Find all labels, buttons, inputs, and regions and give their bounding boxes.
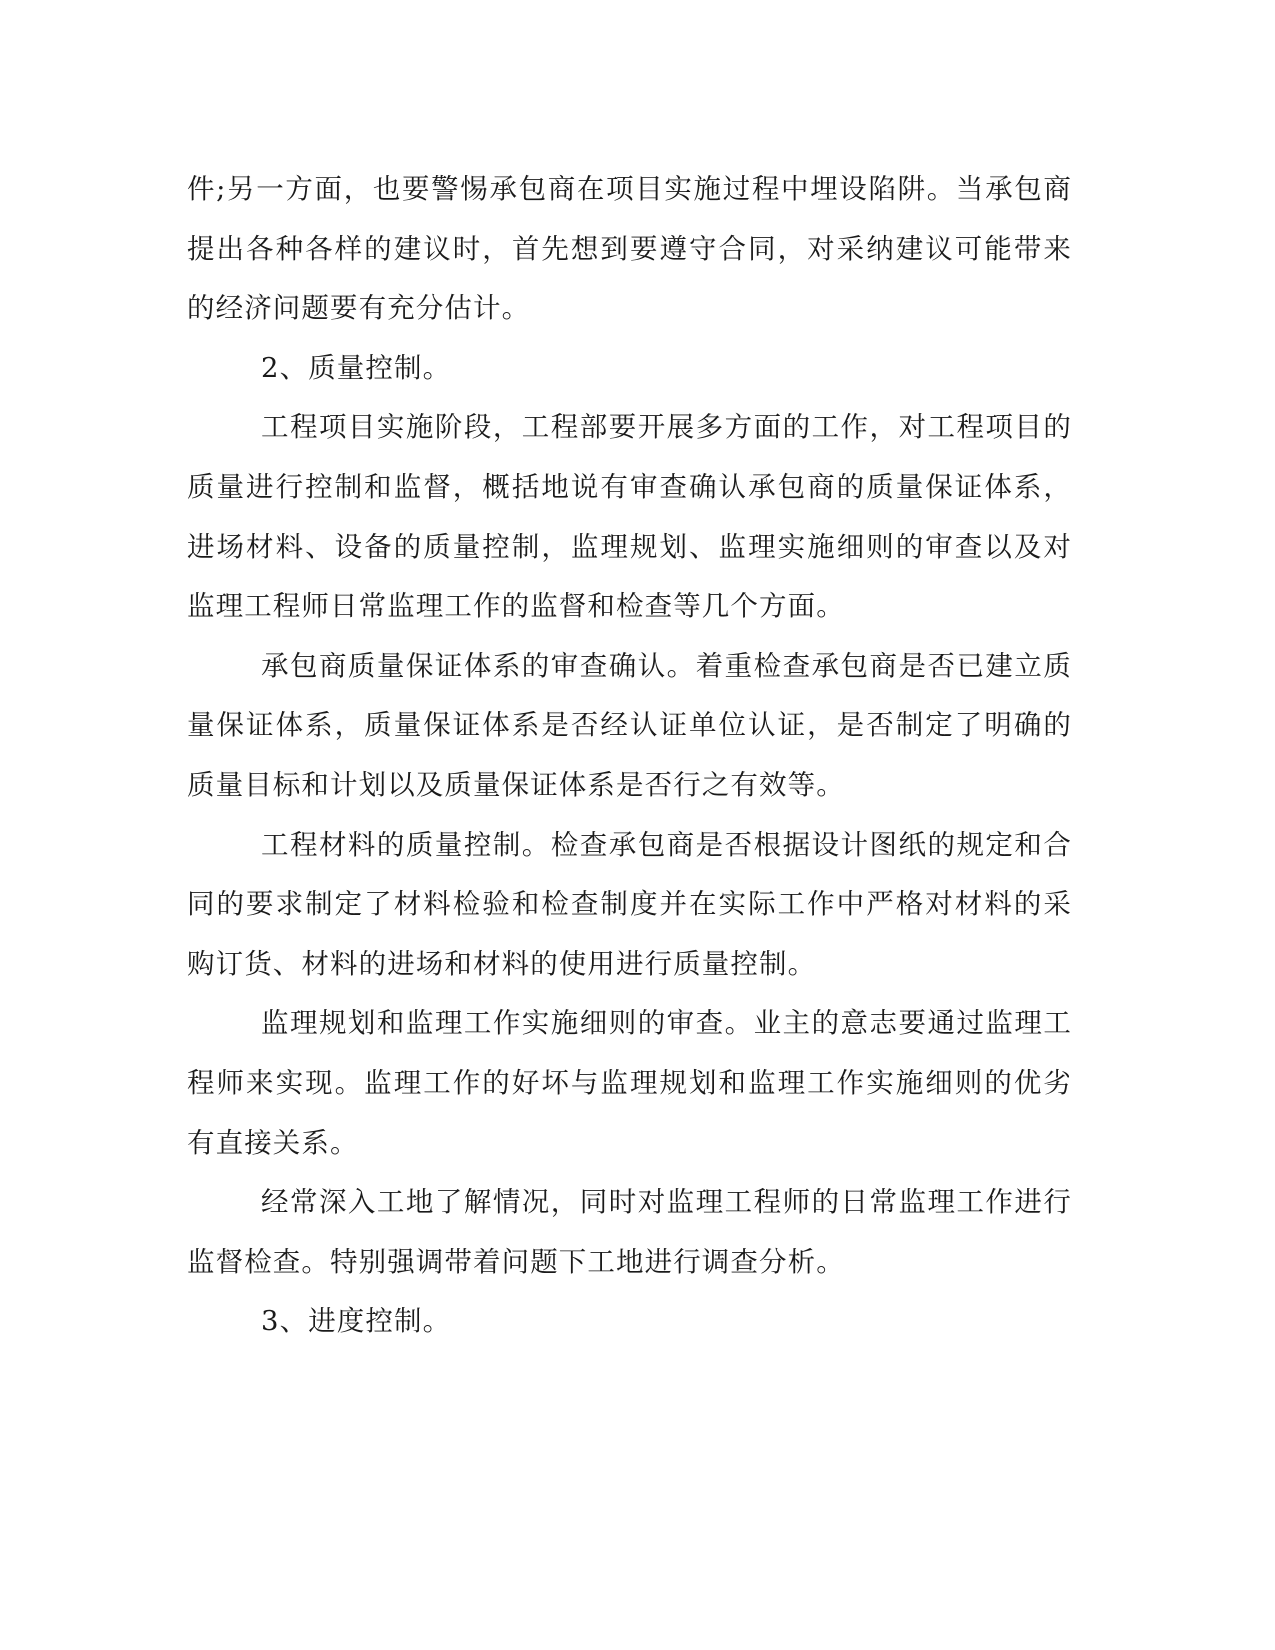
paragraph-site-inspection: 经常深入工地了解情况，同时对监理工程师的日常监理工作进行监督检查。特别强调带着问题下工地进行调查分析。 bbox=[187, 1186, 1072, 1278]
body-text bbox=[187, 160, 1072, 1352]
paragraph-quality-overview: 工程项目实施阶段，工程部要开展多方面的工作，对工程项目的质量进行控制和监督，概括地说有审查确认承包商的质量保证体系，进场材料、设备的质量控制，监理规划、监理实施细则的审查以及对监理工程师日常监理工作的监督和检查等几个方面。 bbox=[187, 411, 1072, 623]
paragraph-continuation: 件;另一方面，也要警惕承包商在项目实施过程中埋设陷阱。当承包商提出各种各样的建议时，首先想到要遵守合同，对采纳建议可能带来的经济问题要有充分估计。 bbox=[187, 173, 1072, 325]
paragraph-quality-assurance-system: 承包商质量保证体系的审查确认。着重检查承包商是否已建立质量保证体系，质量保证体系是否经认证单位认证，是否制定了明确的质量目标和计划以及质量保证体系是否行之有效等。 bbox=[187, 649, 1072, 801]
paragraph-supervision-plan-review: 监理规划和监理工作实施细则的审查。业主的意志要通过监理工程师来实现。监理工作的好坏与监理规划和监理工作实施细则的优劣有直接关系。 bbox=[187, 1007, 1072, 1159]
paragraph-material-quality: 工程材料的质量控制。检查承包商是否根据设计图纸的规定和合同的要求制定了材料检验和检查制度并在实际工作中严格对材料的采购订货、材料的进场和材料的使用进行质量控制。 bbox=[187, 828, 1072, 980]
section-heading-quality-control: 2、质量控制。 bbox=[261, 351, 452, 384]
section-heading-schedule-control: 3、进度控制。 bbox=[261, 1305, 452, 1338]
